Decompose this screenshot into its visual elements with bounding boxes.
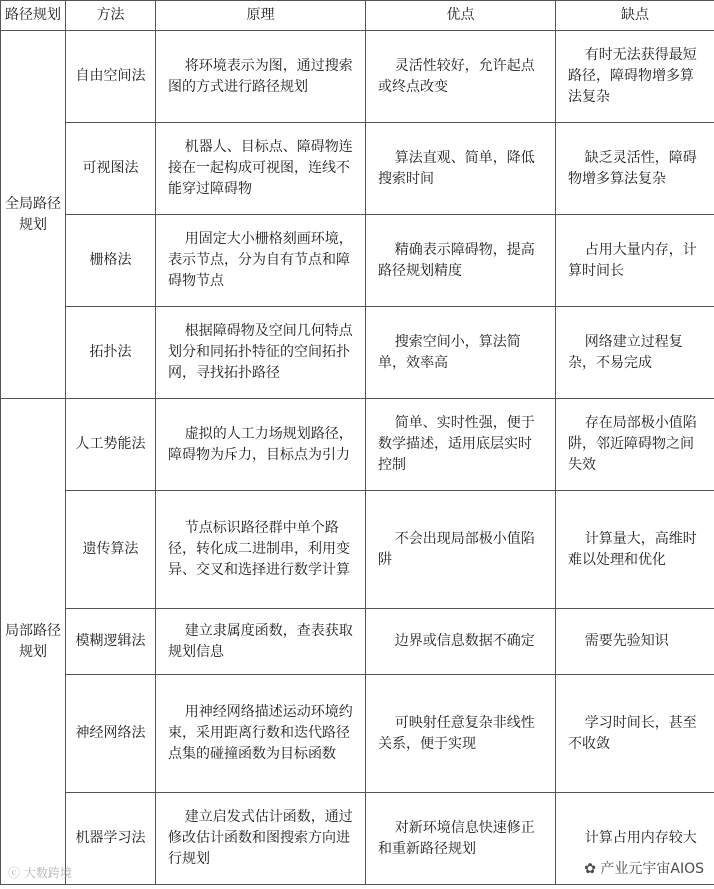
- table-row: [1, 491, 714, 609]
- principle-cell: 节点标识路径群中单个路径，转化成二进制串，利用变异、交叉和选择进行数学计算: [156, 491, 366, 609]
- watermark-logo-icon: ⓒ: [8, 866, 24, 880]
- method-cell: 遗传算法: [66, 491, 156, 609]
- table-row: [1, 31, 714, 123]
- table-row: [1, 215, 714, 307]
- cons-cell: 存在局部极小值陷阱，邻近障碍物之间失效: [556, 399, 714, 491]
- principle-cell: 用固定大小栅格刻画环境，表示节点，分为自有节点和障碍物节点: [156, 215, 366, 307]
- method-cell: 机器学习法: [66, 793, 156, 885]
- header-row: [1, 1, 714, 31]
- principle-cell: 根据障碍物及空间几何特点划分和同拓扑特征的空间拓扑网，寻找拓扑路径: [156, 307, 366, 399]
- cons-cell: 需要先验知识: [556, 609, 714, 675]
- principle-cell: 虚拟的人工力场规划路径，障碍物为斥力，目标点为引力: [156, 399, 366, 491]
- pros-cell: 灵活性较好，允许起点或终点改变: [366, 31, 556, 123]
- cons-cell: 学习时间长，甚至不收敛: [556, 675, 714, 793]
- cons-cell: 占用大量内存，计算时间长: [556, 215, 714, 307]
- pros-cell: 搜索空间小，算法简单，效率高: [366, 307, 556, 399]
- wechat-icon: ✿: [584, 861, 601, 877]
- cons-cell: 缺乏灵活性，障碍物增多算法复杂: [556, 123, 714, 215]
- method-cell: 自由空间法: [66, 31, 156, 123]
- table-row: [1, 307, 714, 399]
- method-cell: 可视图法: [66, 123, 156, 215]
- principle-cell: 将环境表示为图，通过搜索图的方式进行路径规划: [156, 31, 366, 123]
- cons-cell: 计算量大，高维时难以处理和优化: [556, 491, 714, 609]
- header-principle: 原理: [156, 1, 366, 31]
- table-row: [1, 609, 714, 675]
- pros-cell: 算法直观、简单，降低搜索时间: [366, 123, 556, 215]
- watermark-left: ⓒ 大数跨境: [8, 866, 72, 880]
- header-method: 方法: [66, 1, 156, 31]
- pros-cell: 不会出现局部极小值陷阱: [366, 491, 556, 609]
- cons-cell: 计算占用内存较大: [556, 793, 714, 885]
- header-path-planning: 路径规划: [1, 1, 66, 31]
- pros-cell: 精确表示障碍物，提高路径规划精度: [366, 215, 556, 307]
- group-global-label: 全局路径规划: [1, 31, 66, 399]
- header-cons: 缺点: [556, 1, 714, 31]
- pros-cell: 边界或信息数据不确定: [366, 609, 556, 675]
- method-cell: 神经网络法: [66, 675, 156, 793]
- pros-cell: 可映射任意复杂非线性关系，便于实现: [366, 675, 556, 793]
- method-cell: 模糊逻辑法: [66, 609, 156, 675]
- pros-cell: 对新环境信息快速修正和重新路径规划: [366, 793, 556, 885]
- method-cell: 栅格法: [66, 215, 156, 307]
- table-row: [1, 123, 714, 215]
- watermark-right: ✿ 产业元宇宙AIOS: [584, 861, 704, 877]
- principle-cell: 机器人、目标点、障碍物连接在一起构成可视图，连线不能穿过障碍物: [156, 123, 366, 215]
- cons-cell: 网络建立过程复杂，不易完成: [556, 307, 714, 399]
- table-row: [1, 399, 714, 491]
- method-cell: 拓扑法: [66, 307, 156, 399]
- cons-cell: 有时无法获得最短路径，障碍物增多算法复杂: [556, 31, 714, 123]
- principle-cell: 建立启发式估计函数，通过修改估计函数和图搜索方向进行规划: [156, 793, 366, 885]
- group-local-label: 局部路径规划: [1, 399, 66, 885]
- principle-cell: 用神经网络描述运动环境约束，采用距离行数和迭代路径点集的碰撞函数为目标函数: [156, 675, 366, 793]
- header-pros: 优点: [366, 1, 556, 31]
- table-row: [1, 675, 714, 793]
- pros-cell: 简单、实时性强，便于数学描述，适用底层实时控制: [366, 399, 556, 491]
- principle-cell: 建立隶属度函数，查表获取规划信息: [156, 609, 366, 675]
- method-cell: 人工势能法: [66, 399, 156, 491]
